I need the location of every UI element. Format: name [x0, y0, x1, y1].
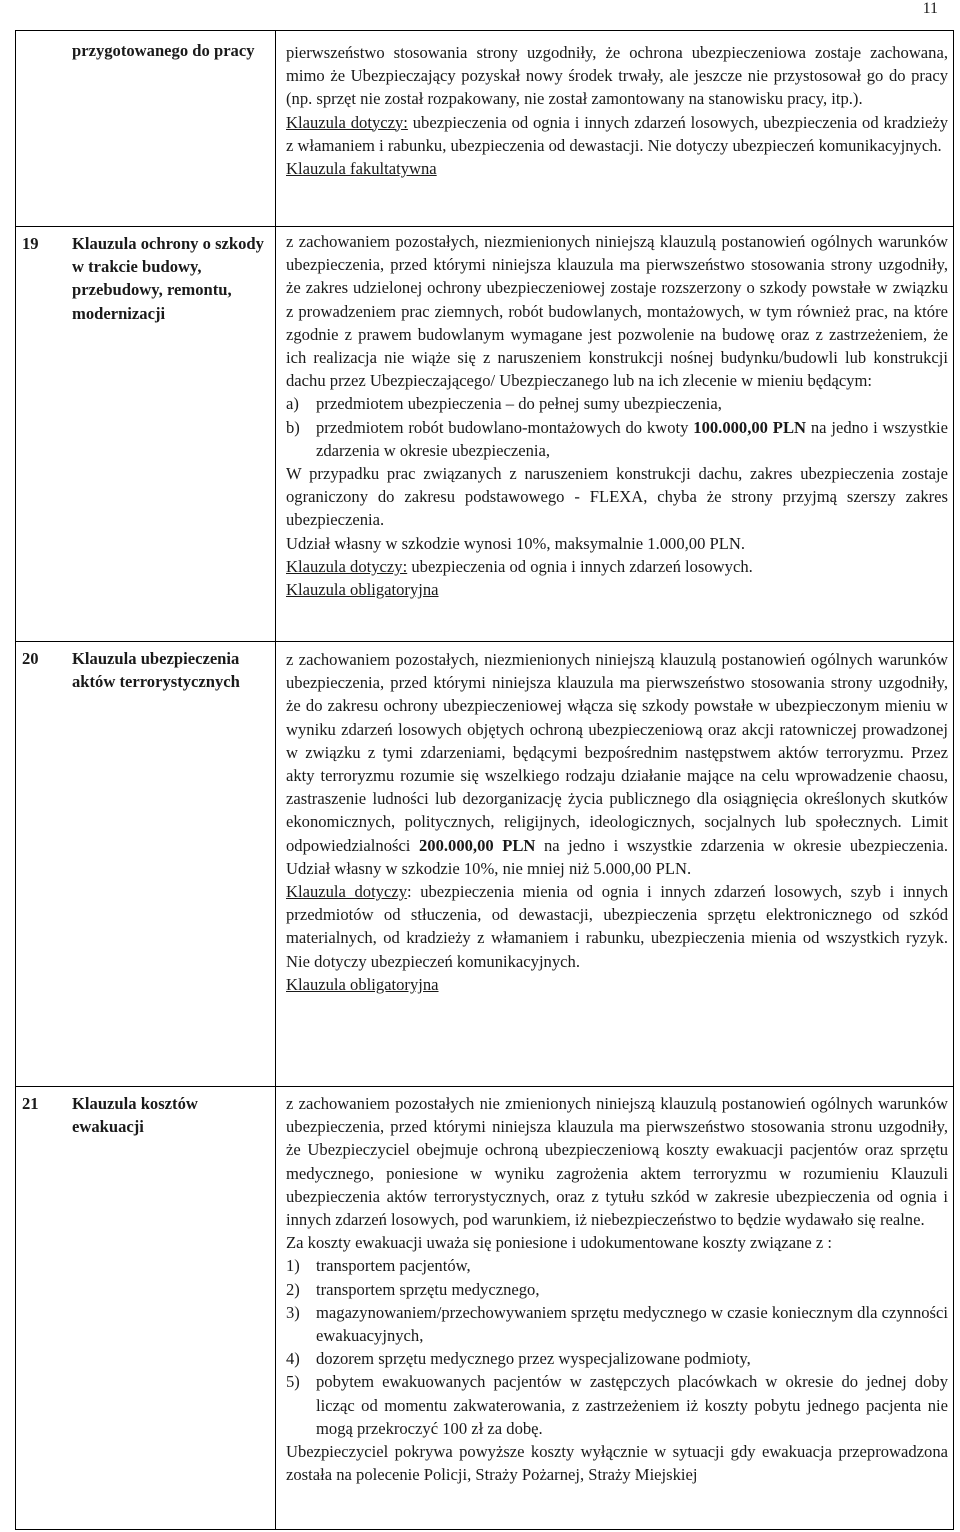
costs-intro: Za koszty ewakuacji uważa się poniesione i udokumentowane koszty związane z : — [286, 1233, 833, 1253]
paragraph: z zachowaniem pozostałych, niezmienionych niniejszą klauzulą postanowień ogólnych warunków ubezpieczenia, przed którymi niniejsza klauzula ma pierwszeństwo stosowania strony uzgodniły, że do zakresu ochrony ubezpieczeniowej włącza się szkody powstałe w ubezpieczonym mieniu w wyniku zdarzeń losowych objętych ochroną ubezpieczeniową oraz akcji ratowniczej prowadzonej w związku z tymi zdarzeniami, będącymi bezpośrednim następstwem aktów terroryzmu. Przez akty terroryzmu rozumie się wszelkiego rodzaju działanie mające na celu wprowadzenie chaosu, zastraszenie ludności lub dezorganizację życia publicznego dla osiągnięcia określonych skutków ekonomicznych, politycznych, religijnych, ideologicznych, socjalnych lub społecznych. Limit odpowiedzialności 200.000,00 PLN na jedno i wszystkie zdarzenia w okresie ubezpieczenia. Udział własny w szkodzie 10%, nie mniej niż 5.000,00 PLN. — [286, 650, 948, 878]
clause-type: Klauzula obligatoryjna — [286, 974, 439, 994]
list-item: 5) pobytem ewakuowanych pacjentów w zastępczych placówkach w okresie do jednej doby licząc od momentu zakwaterowania, z zastrzeżeniem iż koszty pobytu jednego pacjenta nie mogą przekroczyć 100 zł za dobę. — [286, 1372, 948, 1438]
list-item: 4) dozorem sprzętu medycznego przez wyspecjalizowane podmioty, — [286, 1349, 751, 1369]
list-item: 1) transportem pacjentów, — [286, 1256, 471, 1276]
paragraph: W przypadku prac związanych z naruszeniem konstrukcji dachu, zakres ubezpieczenia zostaje ograniczony do zakresu podstawowego - FLEXA, chyba że strony przyjmą szerszy zakres ubezpieczenia. — [286, 464, 948, 530]
row-content — [286, 41, 948, 180]
row-number: 20 — [22, 649, 39, 668]
applies-paragraph: Klauzula dotyczy: ubezpieczenia od ognia i innych zdarzeń losowych, ubezpieczenia od kradzieży z włamaniem i rabunku, ubezpieczenia od dewastacji. Nie dotyczy ubezpieczeń komunikacyjnych. — [286, 112, 948, 155]
paragraph: pierwszeństwo stosowania strony uzgodniły, że ochrona ubezpieczeniowa zostaje zachowana, mimo że Ubezpieczający pozyskał nowy środek trwały, ale jeszcze nie przystosował go do pracy (np. sprzęt nie został rozpakowany, nie został zamontowany na stanowisku pracy, itp.). — [286, 43, 948, 109]
list-item: 2) transportem sprzętu medycznego, — [286, 1279, 540, 1299]
costs-list — [286, 1254, 948, 1440]
row-title: Klauzula ubezpieczenia aktów terrorystycznych — [72, 649, 240, 692]
paragraph: z zachowaniem pozostałych nie zmienionych niniejszą klauzulą postanowień ogólnych warunków ubezpieczenia, przed którymi niniejsza klauzula ma pierwszeństwo stosowania stronu uzgodniły, że Ubezpieczyciel obejmuje ochroną ubezpieczeniową koszty ewakuacji pacjentów oraz sprzętu medycznego, poniesione w wyniku zagrożenia aktem terroryzmu w rozumieniu Klauzuli ubezpieczenia aktów terrorystycznych, oraz z tytułu szkód w zakresie ubezpieczenia od ognia i innych zdarzeń losowych, pod warunkiem, iż niebezpieczeństwo to będzie wydawało się realne. — [286, 1094, 948, 1230]
table-row-19 — [16, 226, 953, 642]
list-item: 3) magazynowaniem/przechowywaniem sprzętu medycznego w czasie koniecznym dla czynności ewakuacyjnych, — [286, 1302, 948, 1346]
table-row-20 — [16, 641, 953, 1087]
row-title: Klauzula ochrony o szkody w trakcie budowy, przebudowy, remontu, modernizacji — [72, 234, 264, 323]
clause-type: Klauzula fakultatywna — [286, 159, 437, 179]
applies-paragraph: Klauzula dotyczy: ubezpieczenia mienia od ognia i innych zdarzeń losowych, szyb i innych przedmiotów od stłuczenia, od dewastacji, ubezpieczenia sprzętu elektronicznego od szkód materialnych, od kradzieży z włamaniem i rabunku, ubezpieczenia mienia od wszystkich ryzyk. Nie dotyczy ubezpieczeń komunikacyjnych. — [286, 882, 948, 971]
applies-paragraph: Klauzula dotyczy: ubezpieczenia od ognia i innych zdarzeń losowych. — [286, 556, 753, 576]
clause-type: Klauzula obligatoryjna — [286, 580, 439, 600]
applies-label: Klauzula dotyczy: — [286, 112, 408, 132]
amount: 200.000,00 PLN — [418, 835, 536, 855]
row-title: przygotowanego do pracy — [72, 41, 255, 60]
row-title: Klauzula kosztów ewakuacji — [72, 1094, 198, 1137]
scope-list — [286, 392, 948, 462]
amount: 100.000,00 PLN — [693, 417, 806, 437]
row-number: 19 — [22, 234, 39, 253]
paragraph: z zachowaniem pozostałych, niezmienionych niniejszą klauzulą postanowień ogólnych warunków ubezpieczenia, przed którymi niniejsza klauzula ma pierwszeństwo stosowania strony uzgodniły, że zakres udzielonej ochrony ubezpieczeniowej zostaje rozszerzony o szkody powstałe w związku z prowadzeniem prac ziemnych, robót budowlanych, montażowych, w tym również prac, na które zgodnie z prawem budowlanym wymagane jest pozwolenie na budowę oraz z zastrzeżeniem, że ich realizacja nie wiąże się z naruszeniem konstrukcji nośnej budynku/budowli lub konstrukcji dachu przez Ubezpieczającego/ Ubezpieczanego lub na ich zlecenie w mieniu będącym: — [286, 232, 948, 391]
deductible: Udział własny w szkodzie wynosi 10%, maksymalnie 1.000,00 PLN. — [286, 533, 746, 553]
list-item: b) przedmiotem robót budowlano-montażowych do kwoty 100.000,00 PLN na jedno i wszystkie zdarzenia w okresie ubezpieczenia, — [286, 417, 949, 460]
table-row-continuation — [16, 31, 953, 226]
row-content — [286, 230, 948, 601]
row-content — [286, 1092, 948, 1486]
page-number: 11 — [922, 0, 938, 17]
row-content — [286, 648, 948, 996]
row-number: 21 — [22, 1094, 39, 1113]
clauses-table — [15, 30, 954, 1530]
list-item: a) przedmiotem ubezpieczenia – do pełnej sumy ubezpieczenia, — [286, 394, 722, 414]
applies-label: Klauzula dotyczy — [286, 882, 408, 902]
applies-label: Klauzula dotyczy: — [286, 556, 408, 576]
paragraph: Ubezpieczyciel pokrywa powyższe koszty wyłącznie w sytuacji gdy ewakuacja przeprowadzona została na polecenie Policji, Straży Pożarnej, Straży Miejskiej — [286, 1442, 948, 1485]
table-row-21 — [16, 1086, 953, 1532]
